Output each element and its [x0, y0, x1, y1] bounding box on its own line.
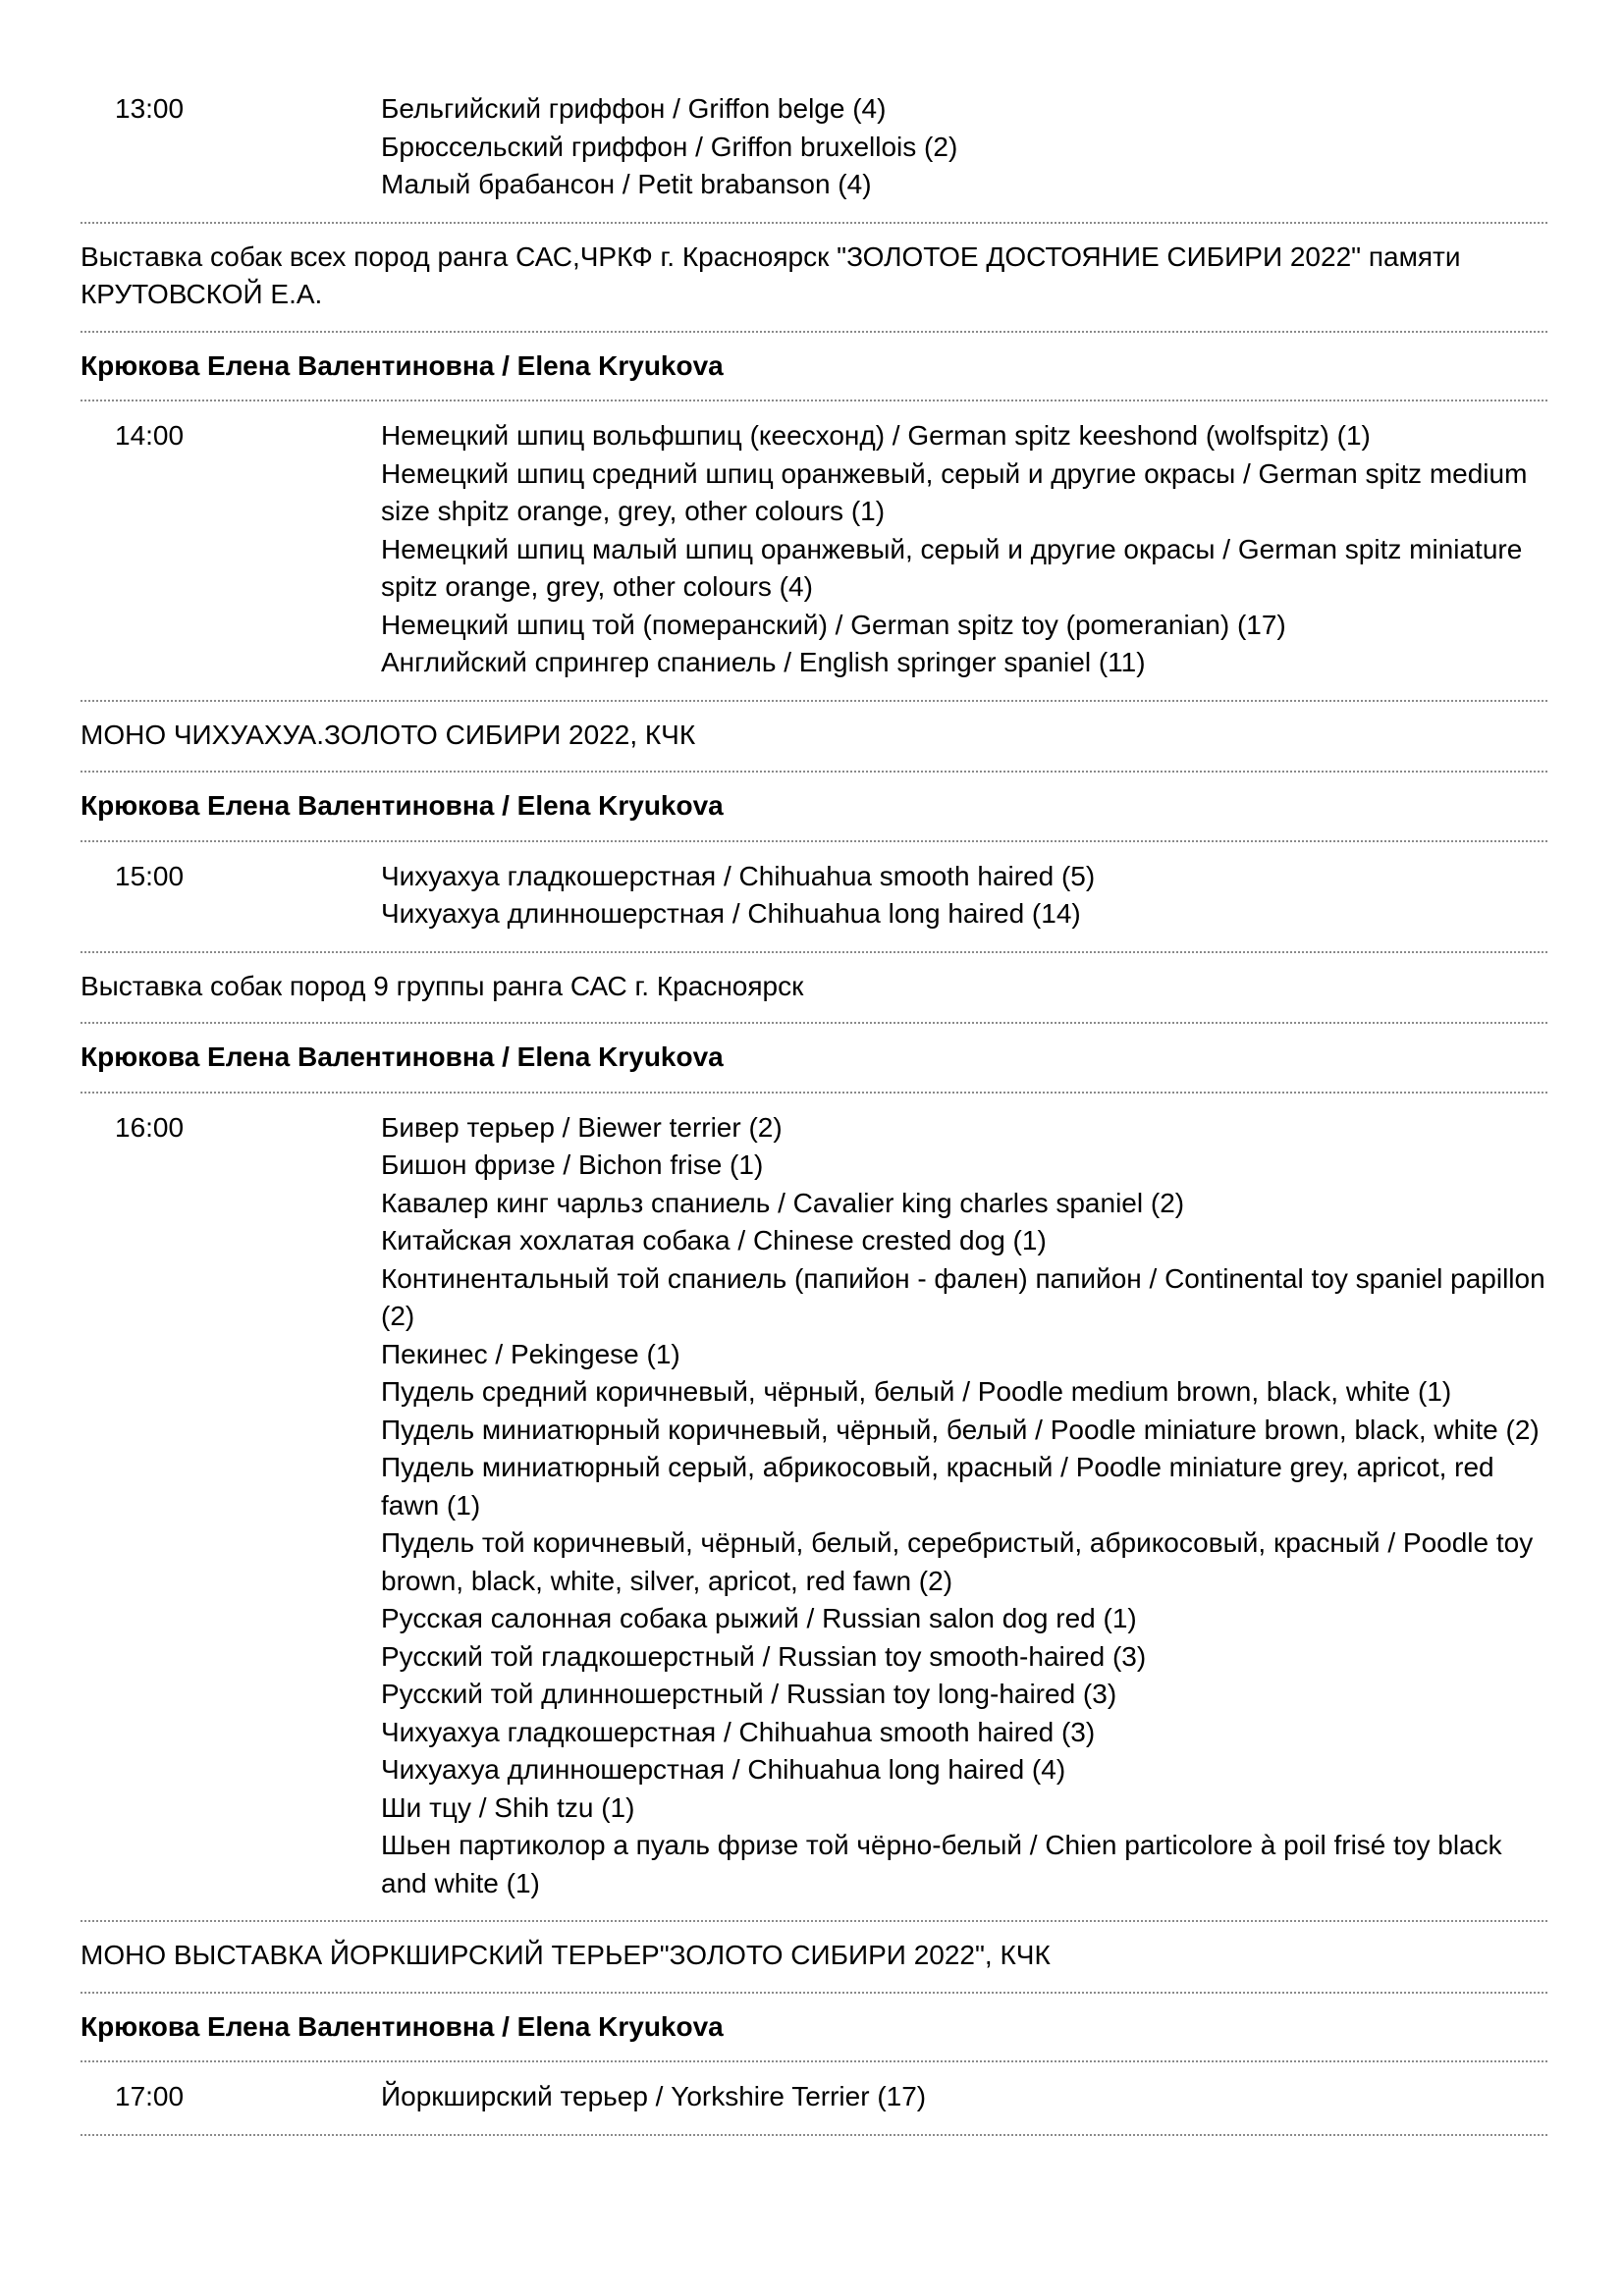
breed-entry: Чихуахуа длинношерстная / Chihuahua long haired (14) [381, 898, 1081, 929]
time-label: 13:00 [115, 93, 185, 124]
breed-entry: Немецкий шпиц средний шпиц оранжевый, серый и другие окрасы / German spitz medium size shpitz orange, grey, other colours (1) [381, 457, 1528, 526]
breed-entry: Немецкий шпиц малый шпиц оранжевый, серый и другие окрасы / German spitz miniature spitz orange, grey, other colours (4) [381, 533, 1523, 602]
breed-entry: Пудель миниатюрный коричневый, чёрный, белый / Poodle miniature brown, black, white (2) [381, 1414, 1540, 1445]
schedule-page [81, 90, 1547, 2136]
time-label: 14:00 [115, 420, 185, 451]
breed-entry: Бивер терьер / Biewer terrier (2) [381, 1111, 783, 1143]
breed-entry: Бишон фризе / Bichon frise (1) [381, 1149, 764, 1180]
breed-entry: Йоркширский терьер / Yorkshire Terrier (17) [381, 2081, 927, 2111]
judge-name: Крюкова Елена Валентиновна / Elena Kryukova [81, 2010, 724, 2042]
time-slot [81, 90, 1547, 222]
breed-entry: Русский той длинношерстный / Russian toy long-haired (3) [381, 1679, 1117, 1709]
breed-entry: Пудель средний коричневый, чёрный, белый / Poodle medium brown, black, white (1) [381, 1376, 1452, 1407]
time-slot [81, 401, 1547, 700]
breed-entry: Пудель миниатюрный серый, абрикосовый, красный / Poodle miniature grey, apricot, red fawn (1) [381, 1452, 1494, 1521]
time-label: 17:00 [115, 2081, 185, 2111]
breed-entry: Английский спрингер спаниель / English springer spaniel (11) [381, 647, 1146, 677]
breed-list [381, 858, 1547, 934]
breed-entry: Русский той гладкошерстный / Russian toy smooth-haired (3) [381, 1640, 1147, 1672]
breed-entry: Немецкий шпиц вольфшпиц (кеесхонд) / German spitz keeshond (wolfspitz) (1) [381, 420, 1371, 451]
breed-entry: Китайская хохлатая собака / Chinese crested dog (1) [381, 1225, 1047, 1255]
time-slot [81, 2062, 1547, 2134]
time-slot [81, 842, 1547, 951]
breed-entry: Континентальный той спаниель (папийон - фален) папийон / Continental toy spaniel papillon (2) [381, 1262, 1545, 1331]
judge-name: Крюкова Елена Валентиновна / Elena Kryukova [81, 1041, 724, 1072]
breed-entry: Пудель той коричневый, чёрный, белый, серебристый, абрикосовый, красный / Poodle toy brown, black, white, silver, apricot, red fawn (2) [381, 1527, 1534, 1596]
time-label: 15:00 [115, 860, 185, 891]
breed-entry: Чихуахуа длинношерстная / Chihuahua long haired (4) [381, 1754, 1066, 1785]
show-title: Выставка собак всех пород ранга САС,ЧРКФ г. Красноярск "ЗОЛОТОЕ ДОСТОЯНИЕ СИБИРИ 2022" памяти КРУТОВСКОЙ Е.А. [81, 240, 1461, 309]
breed-entry: Брюссельский гриффон / Griffon bruxellois (2) [381, 131, 958, 162]
judge-name: Крюкова Елена Валентиновна / Elena Kryukova [81, 349, 724, 381]
breed-entry: Шьен партиколор а пуаль фризе той чёрно-белый / Chien particolore à poil frisé toy black and white (1) [381, 1830, 1502, 1898]
divider [81, 2134, 1547, 2136]
time-label: 16:00 [115, 1111, 185, 1143]
show-title: Выставка собак пород 9 группы ранга САС г. Красноярск [81, 970, 804, 1001]
breed-entry: Немецкий шпиц той (померанский) / German spitz toy (pomeranian) (17) [381, 609, 1286, 640]
breed-list [381, 1109, 1547, 1903]
breed-list [381, 90, 1547, 204]
time-slot [81, 1094, 1547, 1921]
breed-list [381, 2078, 1547, 2116]
breed-entry: Ши тцу / Shih tzu (1) [381, 1791, 635, 1823]
breed-entry: Пекинес / Pekingese (1) [381, 1338, 680, 1369]
breed-entry: Чихуахуа гладкошерстная / Chihuahua smooth haired (5) [381, 860, 1096, 891]
breed-list [381, 417, 1547, 682]
breed-entry: Чихуахуа гладкошерстная / Chihuahua smooth haired (3) [381, 1716, 1096, 1747]
breed-entry: Бельгийский гриффон / Griffon belge (4) [381, 93, 887, 124]
show-title: МОНО ЧИХУАХУА.ЗОЛОТО СИБИРИ 2022, КЧК [81, 719, 696, 750]
show-title: МОНО ВЫСТАВКА ЙОРКШИРСКИЙ ТЕРЬЕР"ЗОЛОТО СИБИРИ 2022", КЧК [81, 1940, 1051, 1970]
breed-entry: Русская салонная собака рыжий / Russian salon dog red (1) [381, 1603, 1137, 1633]
judge-name: Крюкова Елена Валентиновна / Elena Kryukova [81, 790, 724, 821]
breed-entry: Кавалер кинг чарльз спаниель / Cavalier king charles spaniel (2) [381, 1187, 1185, 1218]
breed-entry: Малый брабансон / Petit brabanson (4) [381, 169, 872, 199]
